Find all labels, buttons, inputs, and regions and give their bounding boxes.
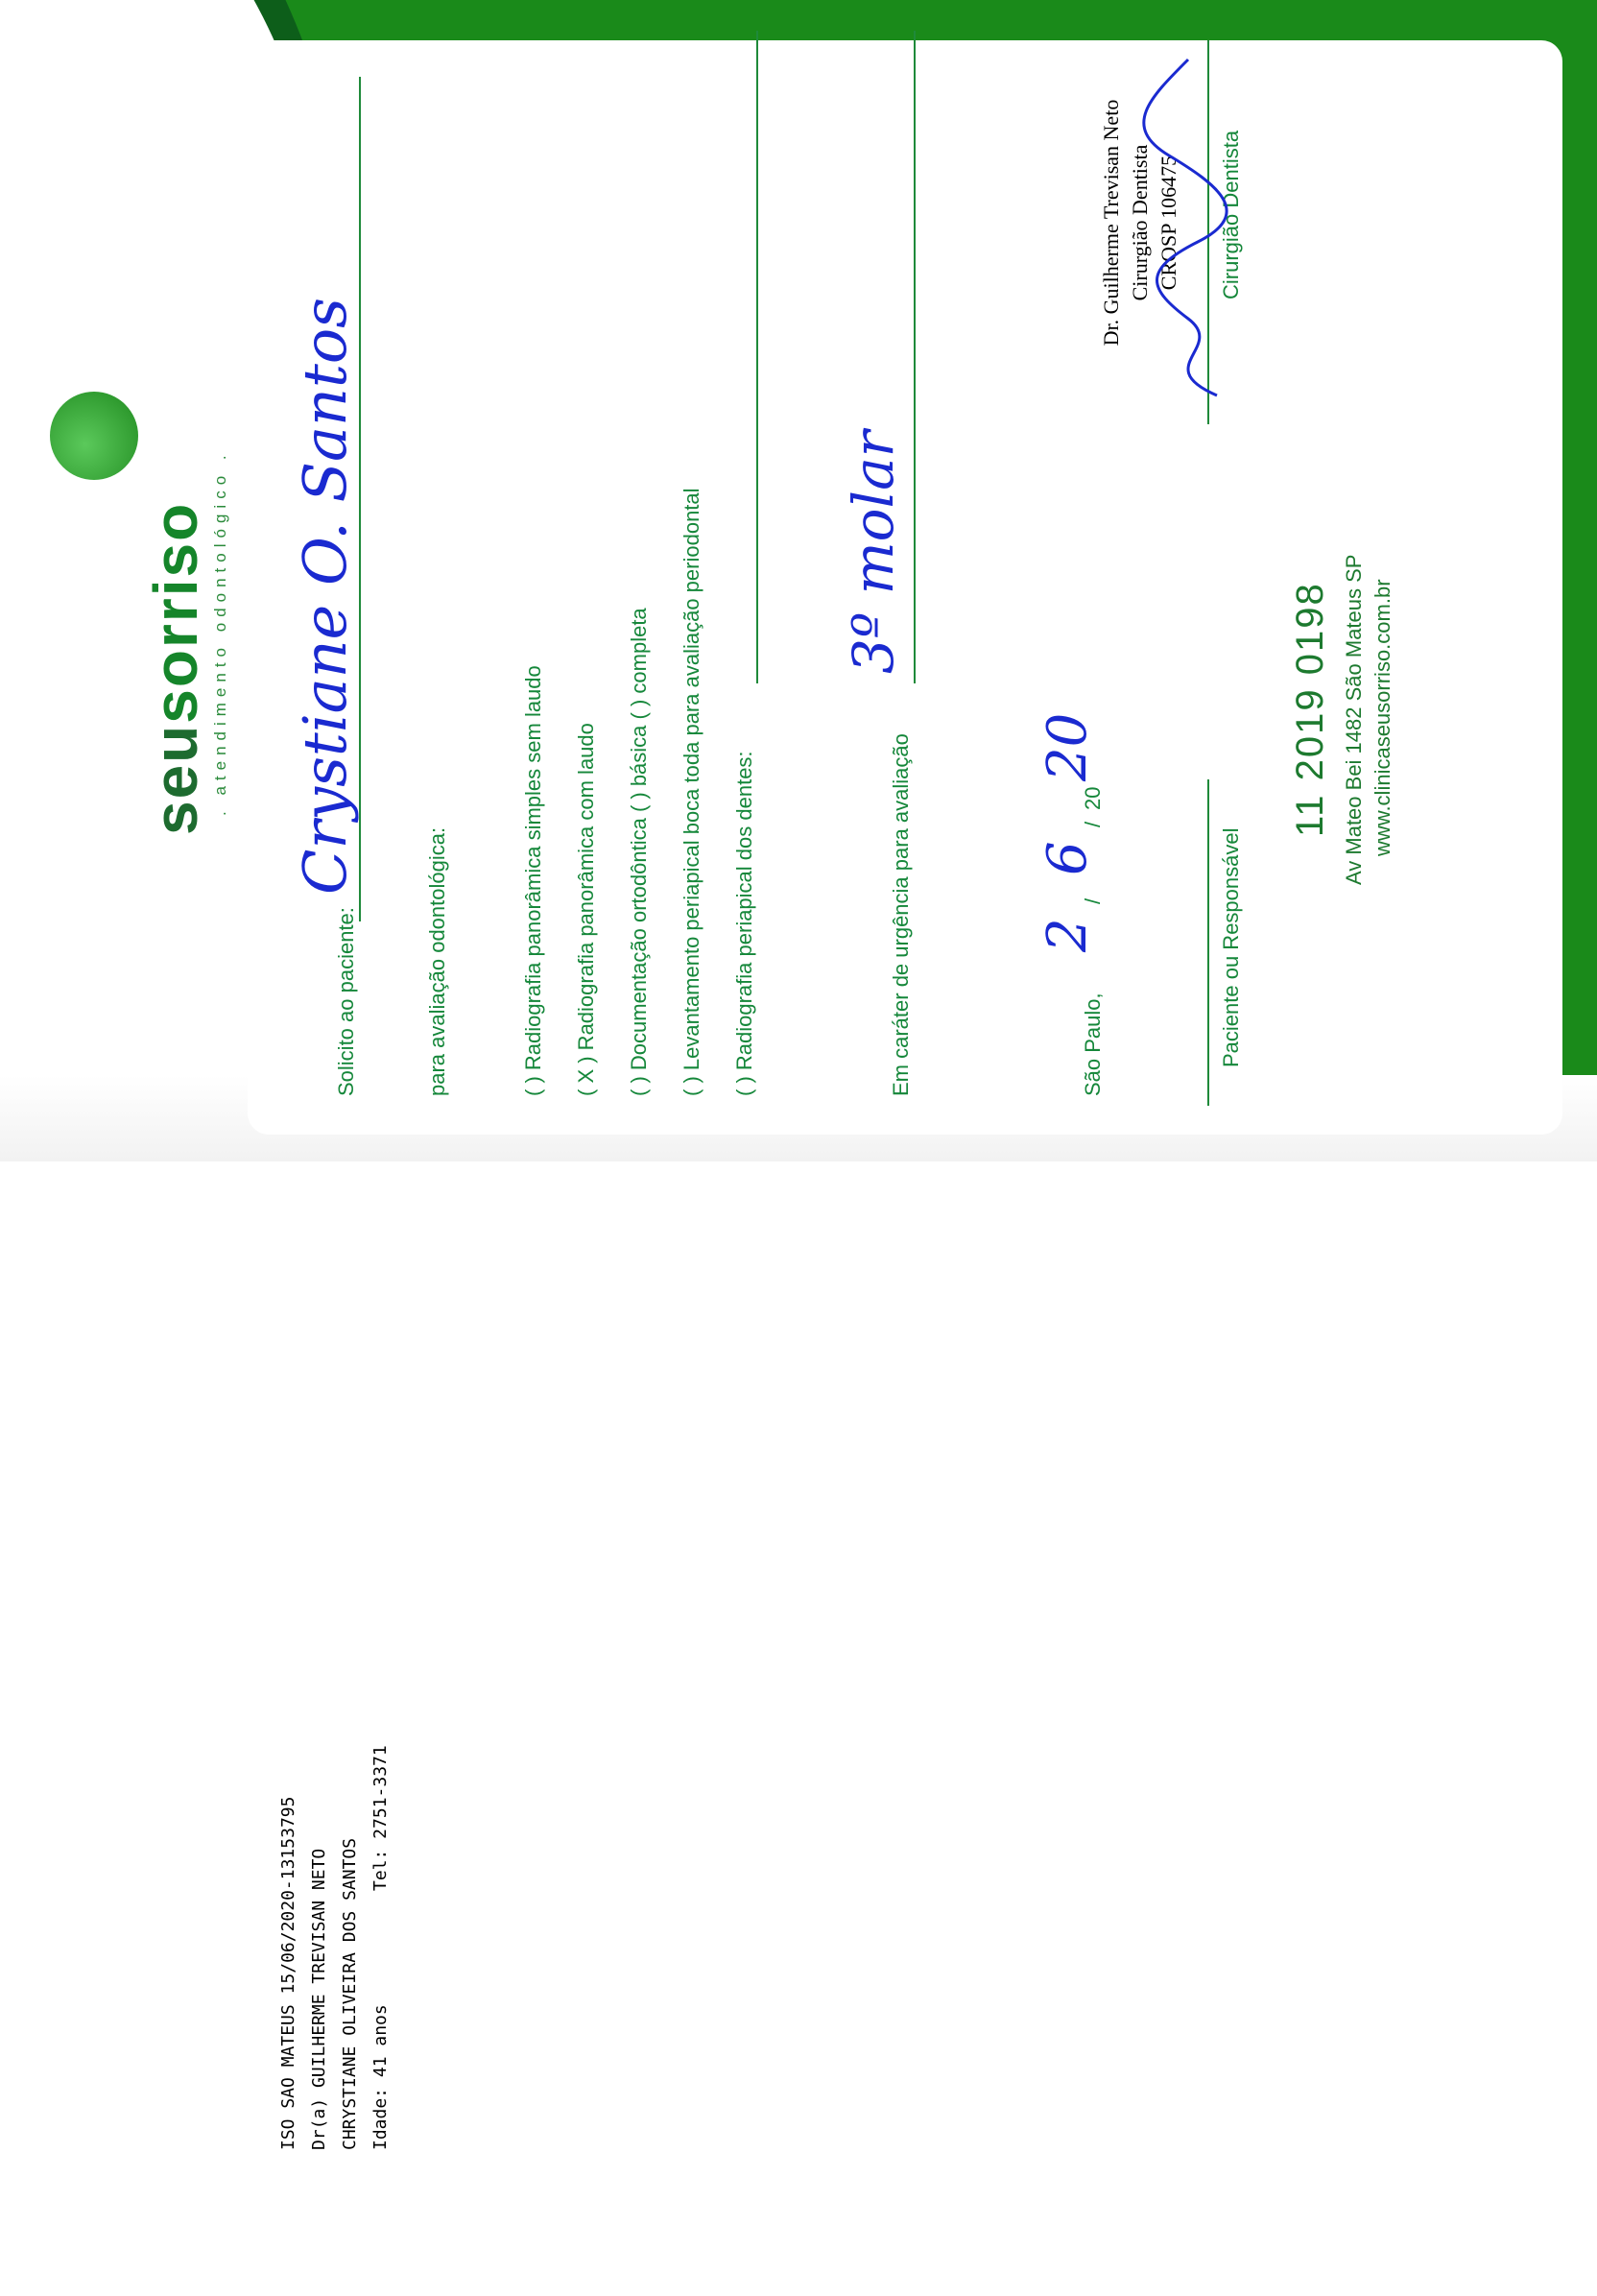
option-checkbox: ( ) <box>521 1076 545 1096</box>
urgency-line <box>914 31 916 683</box>
logo-wordmark <box>140 502 211 835</box>
evaluation-label: para avaliação odontológica: <box>425 826 449 1096</box>
patient-handwritten-name: Crystiane O. Santos <box>290 298 360 895</box>
patient-label: Solicito ao paciente: <box>334 907 358 1096</box>
date-separator: / <box>1081 821 1105 827</box>
logo-seu: seu <box>141 723 210 835</box>
option-item <box>574 723 599 1096</box>
option-text: Levantamento periapical boca toda para avaliação periodontal <box>679 488 703 1071</box>
option-checkbox: ( ) <box>679 1076 703 1096</box>
stamp-age: Idade: 41 anos <box>370 2004 391 2150</box>
option-checkbox: ( ) <box>627 1076 651 1096</box>
stamp-tel: Tel: 2751-3371 <box>370 1745 391 1891</box>
patient-sign-line <box>1207 779 1209 1106</box>
clinic-phone: 11 2019 0198 <box>1289 582 1331 837</box>
stamp-line3: CHRYSTIANE OLIVEIRA DOS SANTOS <box>340 1837 360 2150</box>
option-item <box>521 665 546 1096</box>
clinic-address: Av Mateo Bei 1482 São Mateus SP <box>1342 554 1366 885</box>
urgency-label: Em caráter de urgência para avaliação <box>889 733 913 1096</box>
clinic-website[interactable]: www.clinicaseusorriso.com.br <box>1371 579 1394 856</box>
place-label: São Paulo, <box>1081 993 1105 1096</box>
clinic-logo <box>29 250 240 845</box>
date-year: 20 <box>1037 712 1099 781</box>
option-item <box>627 608 652 1096</box>
option-item <box>679 488 704 1096</box>
option-text: Radiografia panorâmica simples sem laudo <box>521 665 545 1071</box>
dentist-signature <box>1131 40 1246 405</box>
stamp-line2: Dr(a) GUILHERME TREVISAN NETO <box>309 1848 329 2150</box>
option-item <box>732 751 757 1096</box>
date-separator: / <box>1081 897 1105 904</box>
dentist-sign-label: Cirurgião Dentista <box>1219 130 1243 299</box>
option-text: Radiografia panorâmica com laudo <box>574 723 598 1051</box>
option-checkbox: ( X ) <box>574 1056 598 1096</box>
teeth-line <box>756 31 758 683</box>
stamp-line1: ISO SAO MATEUS 15/06/2020-13153795 <box>278 1796 298 2150</box>
form-card <box>248 40 1562 1135</box>
urgency-handwritten: 3º molar <box>841 430 906 674</box>
logo-tagline: . atendimento odontológico . <box>211 449 229 816</box>
option-text: Documentação ortodôntica ( ) básica ( ) completa <box>627 608 651 1071</box>
logo-sorriso: sorriso <box>141 501 210 724</box>
option-text: Radiografia periapical dos dentes: <box>732 751 756 1071</box>
dentist-name: Dr. Guilherme Trevisan Neto <box>1099 99 1123 347</box>
date-century: 20 <box>1081 786 1105 810</box>
date-day: 2 <box>1037 918 1099 952</box>
print-stamp <box>269 1613 413 2150</box>
date-month: 6 <box>1037 841 1099 875</box>
option-checkbox: ( ) <box>732 1076 756 1096</box>
smile-ball-icon <box>50 392 138 480</box>
dentist-crosp: CROSP 106475 <box>1156 155 1180 291</box>
patient-sign-label: Paciente ou Responsável <box>1219 827 1243 1067</box>
dentist-title: Cirurgião Dentista <box>1128 144 1152 301</box>
